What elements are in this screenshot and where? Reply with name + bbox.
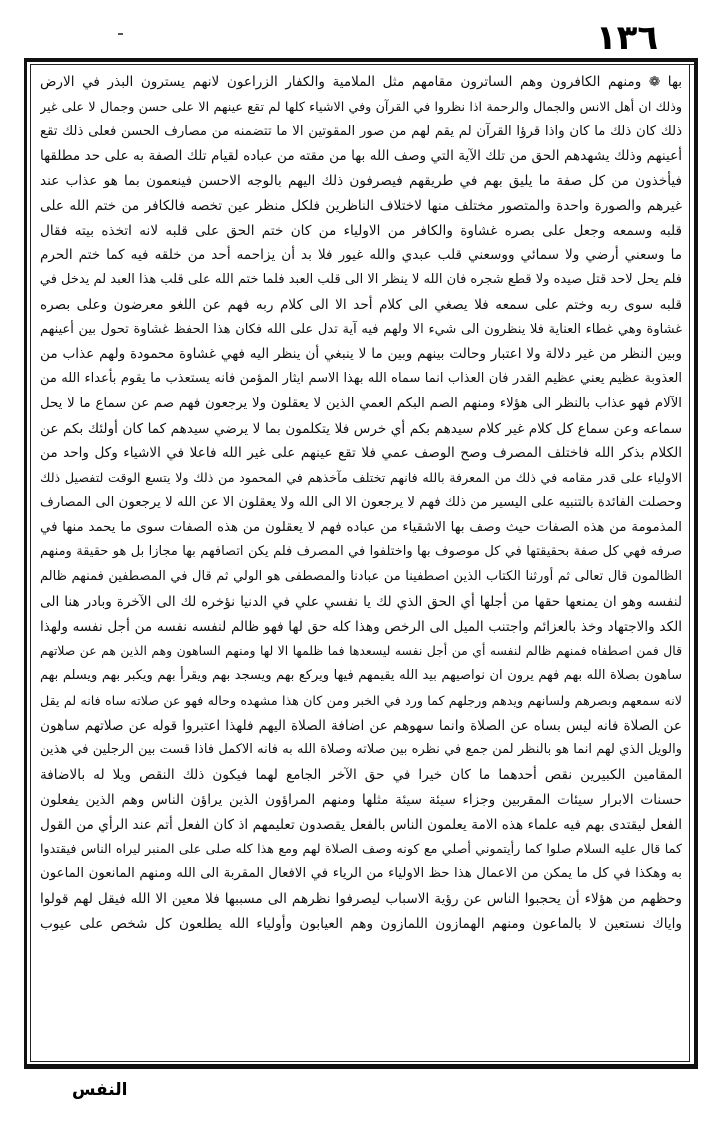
text-line: المقامين الكبيرين نقص أحدهما ما كان خيرا في حق الآخر الجامع لهما فيكون ذلك النقص ويلا له بالاضافة <box>40 767 682 783</box>
frame-left-inner-rule <box>30 64 31 1062</box>
text-line: قلبه سوى ربه وختم على سمعه فلا يصغي الى كلام أحد الا الى كلام ربه فهم عن اللغو معرضون وعلى بصره <box>40 296 682 313</box>
text-line: لنفسه وهو ان يمنعها حقها من أجلها أي الحق الذي لك يا نفسي علي في الدنيا نؤخره لك الى الآخرة وبادر هنا الى <box>40 593 682 610</box>
text-line: حسنات الابرار سيئات المقربين وجزاء سيئة سيئة مثلها ومنهم المراؤون الذين يراؤن الناس وهم الذين يفعلون <box>40 791 682 808</box>
text-line: المذمومة من هذه الصفات حيث وصف بها الاشقياء من عباده فهم لا يعقلون من هذه الصفات سوى ما يحمد منها في <box>40 519 682 535</box>
text-line: العذوبة عظيم يعني عظيم القدر فان العذاب انما سماه الله بهذا الاسم ايثار المؤمن فانه يستعذب ما يقوم بأعداء الله من <box>40 371 682 386</box>
text-line: الظالمون قال تعالى ثم أورثنا الكتاب الذين اصطفينا من عبادنا والمصطفى هو الولي ثم قال في المصطفين فمنهم ظالم <box>40 569 682 584</box>
frame-left-outer-rule <box>24 58 27 1068</box>
text-line: قال فمن اصطفاه فمنهم ظالم لنفسه أي من أجل نفسه ليسعدها فما ظلمها الا لها ومنهم الساهون وهم الذين هم عن صلاتهم <box>40 643 682 659</box>
text-line: بها ❁ ومنهم الكافرون وهم الساترون مقامهم مثل الملامية والكفار الزراعون لانهم يسترون البذر في الارض <box>40 74 682 90</box>
frame-top-thick-rule <box>24 58 698 62</box>
text-line: والويل الذي لهم انما هو بالنظر لمن جمع في نظره بين صلاته وصلاة الله به فانه الاكمل فاذا قست بين الرجلين في هذين <box>40 742 682 758</box>
text-line: به وهكذا في كل ما يمكن من الاعمال هذا حظ الاولياء من الرياء في الافعال المقربة الى الله ومنهم المانعون الماعون <box>40 866 682 881</box>
text-line: أعينهم وذلك يشهدهم الحق من تلك الآية التي وصف الله بها من مقته من عباده لقيام تلك الصفة به على حد مطلقها <box>40 148 682 165</box>
text-line: الكلام بذكر الله فاختلف المصرف وصح الوصف عمي فلا تقع عينهم على غير الله فاعلا في الاشياء وكل واحد من <box>40 445 682 462</box>
text-line: الآلام فهو عذاب بالنظر الى هؤلاء ومنهم الصم البكم العمي الذين لا يعقلون ولا يرجعون فهم صم عن سماع ما لا يحل <box>40 395 682 411</box>
body-text <box>40 70 682 936</box>
text-line: ما وسعني أرضي ولا سمائي ووسعني قلب عبدي والله غيور فلا بد أن يزاحمه أحد من خلقه فيه كما ختم الحرم <box>40 247 682 264</box>
text-line: الاولياء على قدر مقامه في ذلك من المعرفة بالله فانهم تختلف مآخذهم في المحمود من ذلك ولا يتسع الوقت لتفصيل ذلك <box>40 470 682 485</box>
frame-right-inner-rule <box>689 64 690 1062</box>
frame-right-outer-rule <box>694 58 698 1068</box>
text-line: فلم يحل لاحد قتل صيده ولا قطع شجره فان الله لا ينظر الا الى قلب العبد فلما ختم الله على قلب هذا العبد لم يدخل في <box>40 272 682 287</box>
stray-ink-mark <box>118 33 123 35</box>
frame-bottom-thin-rule <box>30 1061 690 1062</box>
frame-bottom-thick-rule <box>24 1064 698 1069</box>
text-line: سماعه وعن سماع كل كلام غير كلام سيدهم بكم أي خرس فلا يتكلمون بما لا يرضي سيدهم كما كان أولئك بكم عن <box>40 420 682 437</box>
text-line: وذلك ان أهل الانس والجمال والرحمة اذا نظروا في القرآن وفي الاشياء كلها لم تقع عينهم الا على حسن وجمال لا على غير <box>40 98 682 114</box>
text-line: قلبه وسمعه وجعل على بصره غشاوة والكافر من الاولياء من كان ختم الحق على قلبه لانه اتخذه بيته فقال <box>40 222 682 239</box>
text-line: غشاوة وهي غطاء العناية فلا ينظرون الى شيء الا ولهم فيه آية تدل على الله فكان هذا الحفظ غشاوة تحول بين أعينهم <box>40 321 682 337</box>
text-line: عن الصلاة فانه ليس بساه عن الصلاة وانما سهوهم عن اضافة الصلاة اليهم فلهذا اعتبروا قوله عن صلاتهم ساهون <box>40 717 682 734</box>
text-line: ساهون بصلاة الله بهم فهم يرون ان نواصيهم بيد الله يقيمهم فيها ويركع بهم ويسجد بهم ويقرأ بهم ويكبر بهم ويسلم بهم <box>40 668 682 683</box>
text-line: فيأخذون من كل صفة ما يليق بهم في طريقهم فيصرفون ذلك اليهم بالوجه الاحسن فينعمون بما هو عذاب عند <box>40 173 682 189</box>
text-line: الكد والاجتهاد وخذ بالعزائم واجتنب الميل الى الرخص وهذا كله حق لها فهو ظالم لنفسه نفسه من أجل نفسه ولهذا <box>40 618 682 635</box>
text-line: غيرهم والصورة واحدة والمتصور مختلف منها لاختلاف الناظرين فلكل منظر عين تخصه فالكافر من ختم الله على <box>40 197 682 214</box>
text-line: ذلك كان ذلك ما كان واذا قرؤا القرآن لم يقم لهم من صور المقوتين الا ما تتضمنه من مصارف الحسن فعلى ذلك تقع <box>40 123 682 139</box>
text-line: وحظهم من هؤلاء أن يحجبوا الناس عن رؤية الاسباب ليصرفوا نظرهم الى مسببها فلا معين الا الله فيقل لهم قولوا <box>40 890 682 907</box>
text-line: لانه سمعهم وبصرهم ولسانهم ويدهم ورجلهم كما ورد في الخبر ومن كان هذا مشهده وحاله فهو عن صلاته ساه فانه لم يقل <box>40 692 682 708</box>
catchword: النفس <box>72 1080 128 1100</box>
text-line: وحصلت الفائدة بالتنبيه على اليسير من ذلك فهم لا يرجعون الا الى الله ولا يعقلون الا عن الله لا يرجعون الى المصارف <box>40 494 682 510</box>
frame-top-thin-rule <box>30 64 694 65</box>
text-line: الفعل ليقتدى بهم فيه علماء هذه الامة يعلمون الناس بالفعل يقصدون تعليمهم اذ كان الفعل أتم عند الرأي من القول <box>40 816 682 833</box>
text-line: صرفه فهي كل صفة بحقيقتها في كل موصوف بها واختلفوا في المصرف فلم يكن اتصافهم بها مجازا بل هو حقيقة ومنهم <box>40 544 682 560</box>
text-line: وبين النظر من غير دلالة ولا اعتبار وحالت بينهم وبين ما لا ينبغي أن ينظر اليه فهي غشاوة محمودة ولهم عذاب من <box>40 346 682 363</box>
text-line: واياك نستعين لا بالماعون ومنهم الهمازون اللمازون وهم العيابون وأولياء الله يطلعون كل شخص على عيوب <box>40 915 682 932</box>
text-line: كما قال عليه السلام صلوا كما رأيتموني أصلي مع كونه وصف الصلاة لهم ومع هذا كله صلى على المنبر ليراه الناس فيقتدوا <box>40 841 682 857</box>
page-number: ١٣٦ <box>595 18 659 58</box>
